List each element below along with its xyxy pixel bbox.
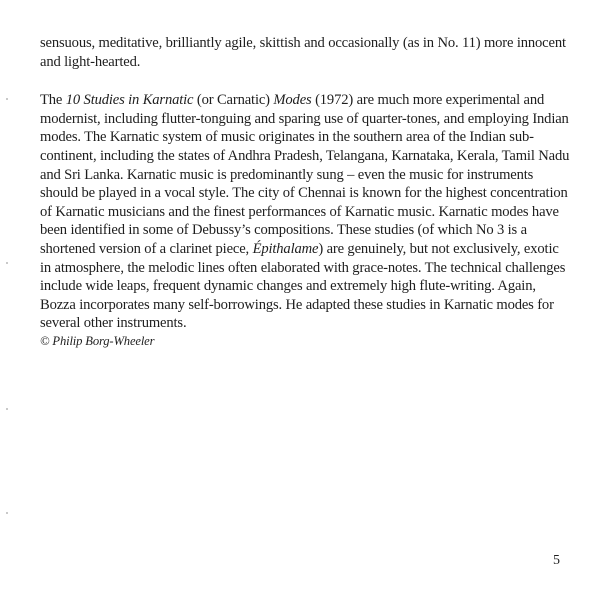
margin-scan-mark <box>6 408 8 410</box>
paragraph-body-text-2: ) are genuinely, but not exclusively, exotic in atmosphere, the melodic lines often elaborated with grace-notes. The technical challenges include wide leaps, frequent dynamic changes and extremely high flute-writing. Again, Bozza incorporates many self-borrowings. He adapted these studies in Karnatic modes for several other instruments. <box>40 240 566 332</box>
booklet-text <box>40 34 570 350</box>
margin-scan-mark <box>6 262 8 264</box>
paragraph-intro-text: The <box>40 92 66 109</box>
paragraph-continuation: sensuous, meditative, brilliantly agile, skittish and occasionally (as in No. 11) more innocent and light-hearted. <box>40 35 566 70</box>
work-title-epithalame: Épithalame <box>252 240 319 257</box>
paragraph-intro-text-2: (or Carnatic) <box>193 92 274 109</box>
paragraph-body-text: (1972) are much more experimental and modernist, including flutter-tonguing and sparing use of quarter-tones, and employing Indian modes. The Karnatic system of music originates in the southern area of the Indian sub-continent, including the states of Andhra Pradesh, Telangana, Karnataka, Kerala, Tamil Nadu and Sri Lanka. Karnatic music is predominantly sung – even the music for instruments should be played in a vocal style. The city of Chennai is known for the highest concentration of Karnatic musicians and the finest performances of Karnatic music. Karnatic modes have been identified in some of Debussy’s compositions. These studies (of which No 3 is a shortened version of a clarinet piece, <box>40 92 570 257</box>
work-title-modes: Modes <box>273 92 312 109</box>
margin-scan-mark <box>6 98 8 100</box>
margin-scan-mark <box>6 512 8 514</box>
work-title-studies: 10 Studies in Karnatic <box>65 92 194 109</box>
page-number: 5 <box>553 553 560 568</box>
author-credit: © Philip Borg-Wheeler <box>40 333 155 348</box>
paragraph-karnatic-studies <box>40 91 570 333</box>
